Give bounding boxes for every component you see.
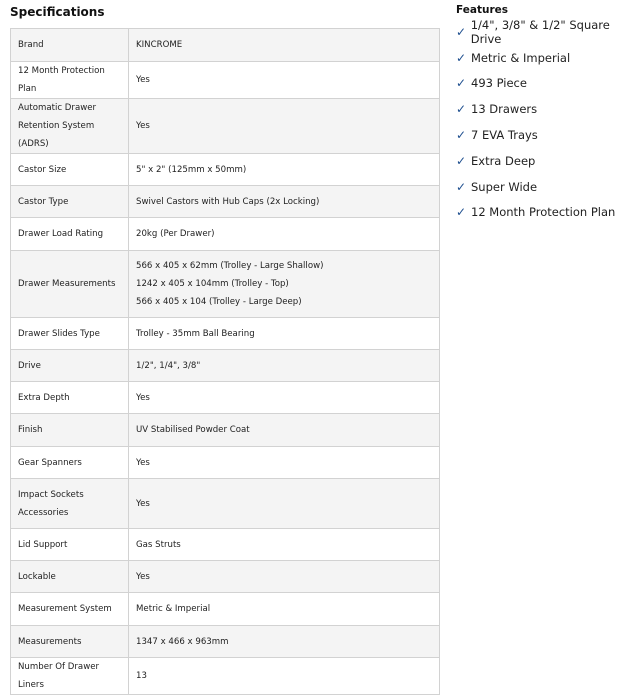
spec-value-line: 1/2", 1/4", 3/8" — [136, 360, 201, 371]
spec-row — [11, 154, 440, 186]
spec-value-line: Gas Struts — [136, 539, 181, 550]
spec-value-line: 1347 x 466 x 963mm — [136, 636, 229, 647]
spec-row — [11, 218, 440, 251]
spec-row — [11, 318, 440, 350]
spec-row — [11, 414, 440, 447]
spec-label: Automatic Drawer Retention System (ADRS) — [11, 99, 129, 154]
spec-label: Lid Support — [11, 529, 129, 561]
feature-item — [456, 174, 641, 200]
check-icon: ✓ — [456, 102, 467, 117]
check-icon: ✓ — [456, 24, 467, 39]
feature-text: 13 Drawers — [471, 102, 538, 117]
spec-value — [129, 318, 440, 350]
spec-label: Castor Type — [11, 186, 129, 218]
check-icon: ✓ — [456, 153, 467, 168]
spec-label: Drawer Slides Type — [11, 318, 129, 350]
spec-value — [129, 479, 440, 529]
spec-value — [129, 561, 440, 593]
features-panel — [456, 4, 641, 225]
spec-value-line: Swivel Castors with Hub Caps (2x Locking) — [136, 196, 320, 207]
spec-value-line: Yes — [136, 498, 150, 509]
features-list — [456, 19, 641, 225]
spec-row — [11, 529, 440, 561]
check-icon: ✓ — [456, 205, 467, 220]
spec-value-line: Metric & Imperial — [136, 604, 211, 614]
spec-row — [11, 593, 440, 626]
spec-value-line: 566 x 405 x 104 (Trolley - Large Deep) — [136, 297, 302, 307]
spec-value-line: Yes — [136, 571, 150, 582]
spec-label: Measurement System — [11, 593, 129, 626]
feature-item — [456, 45, 641, 71]
spec-value — [129, 186, 440, 218]
feature-item — [456, 19, 641, 45]
specifications-heading: Specifications — [10, 5, 105, 19]
feature-item — [456, 200, 641, 226]
feature-item — [456, 148, 641, 174]
spec-label: Drawer Measurements — [11, 251, 129, 318]
spec-value — [129, 99, 440, 154]
spec-value — [129, 414, 440, 447]
spec-label: Impact Sockets Accessories — [11, 479, 129, 529]
spec-row — [11, 29, 440, 62]
spec-row — [11, 479, 440, 529]
spec-value — [129, 529, 440, 561]
spec-row — [11, 99, 440, 154]
spec-value — [129, 593, 440, 626]
check-icon: ✓ — [456, 50, 467, 65]
spec-value-line: UV Stabilised Powder Coat — [136, 425, 250, 435]
feature-text: 1/4", 3/8" & 1/2" Square Drive — [470, 17, 610, 46]
spec-row — [11, 658, 440, 695]
spec-value — [129, 154, 440, 186]
spec-row — [11, 382, 440, 414]
feature-text: 7 EVA Trays — [471, 128, 538, 143]
spec-row — [11, 447, 440, 479]
spec-value-line: KINCROME — [136, 40, 183, 50]
spec-label: Brand — [11, 29, 129, 62]
spec-value — [129, 658, 440, 695]
feature-item — [456, 96, 641, 122]
spec-value — [129, 218, 440, 251]
spec-label: Measurements — [11, 626, 129, 658]
spec-value-line: 20kg (Per Drawer) — [136, 229, 215, 239]
spec-value-line: Trolley - 35mm Ball Bearing — [136, 328, 255, 339]
spec-value — [129, 62, 440, 99]
spec-value — [129, 350, 440, 382]
spec-row — [11, 350, 440, 382]
spec-value-line: 5" x 2" (125mm x 50mm) — [136, 164, 247, 175]
feature-item — [456, 122, 641, 148]
spec-row — [11, 186, 440, 218]
spec-value-line: 13 — [136, 671, 147, 681]
check-icon: ✓ — [456, 179, 467, 194]
spec-label: Extra Depth — [11, 382, 129, 414]
spec-label: Castor Size — [11, 154, 129, 186]
spec-label: Drawer Load Rating — [11, 218, 129, 251]
specifications-table — [10, 28, 440, 695]
spec-value — [129, 626, 440, 658]
spec-label: Number Of Drawer Liners — [11, 658, 129, 695]
spec-value-line: 566 x 405 x 62mm (Trolley - Large Shallow) — [136, 261, 324, 271]
spec-value — [129, 29, 440, 62]
spec-row — [11, 251, 440, 318]
feature-text: 12 Month Protection Plan — [471, 205, 616, 220]
feature-text: Metric & Imperial — [471, 50, 571, 65]
spec-value-line: Yes — [136, 392, 150, 403]
check-icon: ✓ — [456, 76, 467, 91]
check-icon: ✓ — [456, 128, 467, 143]
spec-value-line: Yes — [136, 121, 150, 131]
spec-label: Gear Spanners — [11, 447, 129, 479]
spec-label: Drive — [11, 350, 129, 382]
spec-label: Lockable — [11, 561, 129, 593]
feature-text: 493 Piece — [471, 76, 527, 91]
spec-value — [129, 251, 440, 318]
spec-label: 12 Month Protection Plan — [11, 62, 129, 99]
spec-value-line: 1242 x 405 x 104mm (Trolley - Top) — [136, 279, 289, 289]
feature-text: Super Wide — [471, 179, 538, 194]
features-heading: Features — [456, 4, 508, 16]
spec-row — [11, 62, 440, 99]
feature-text: Extra Deep — [471, 153, 536, 168]
spec-label: Finish — [11, 414, 129, 447]
feature-item — [456, 71, 641, 97]
spec-value-line: Yes — [136, 457, 150, 468]
spec-row — [11, 626, 440, 658]
spec-value — [129, 447, 440, 479]
spec-value — [129, 382, 440, 414]
spec-value-line: Yes — [136, 75, 150, 85]
spec-row — [11, 561, 440, 593]
